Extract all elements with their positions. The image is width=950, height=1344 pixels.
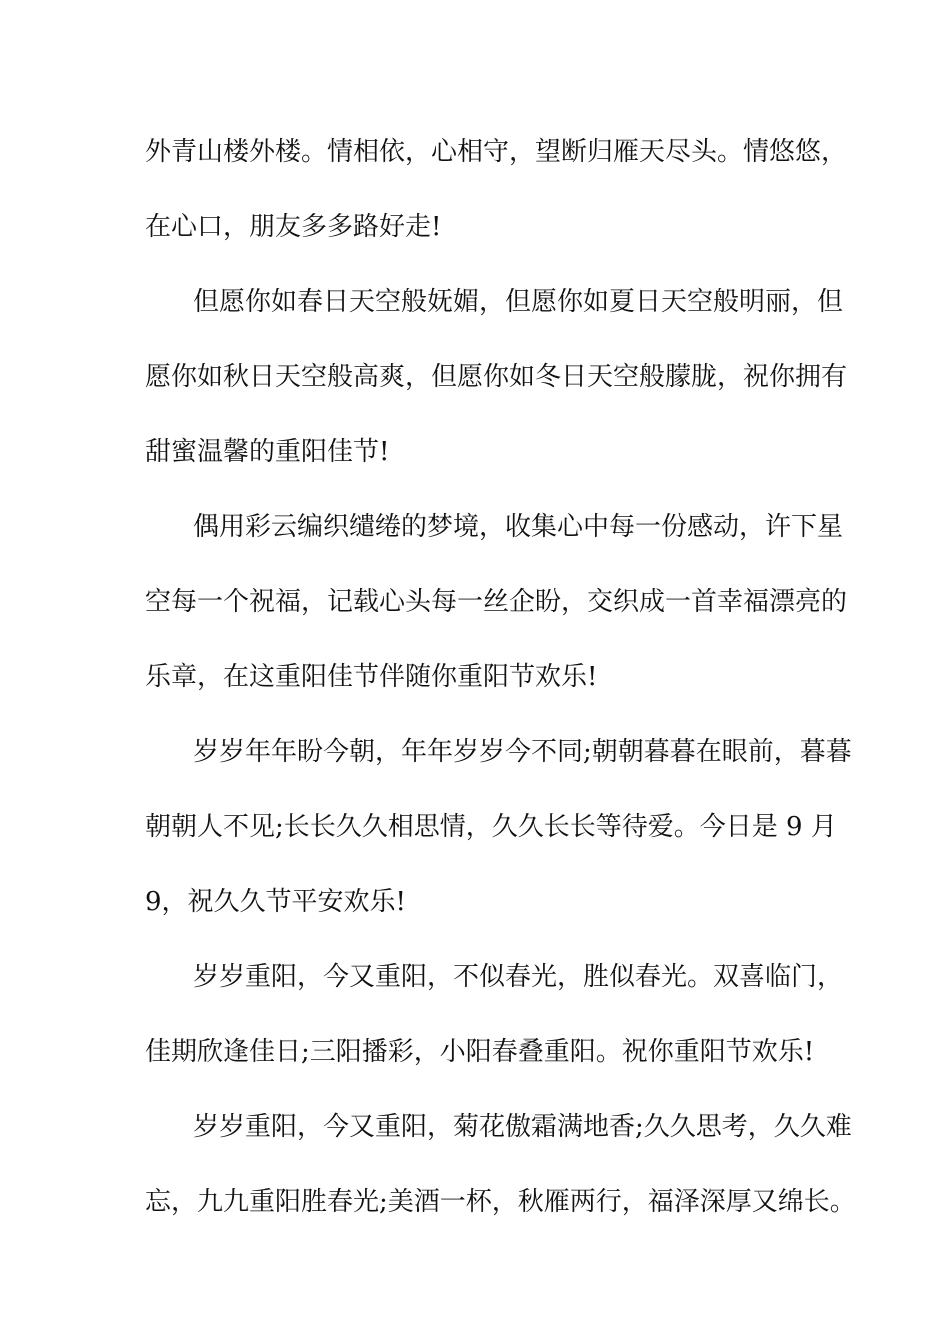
paragraph-first-line: 岁岁年年盼今朝，年年岁岁今不同;朝朝暮暮在眼前，暮暮 xyxy=(193,737,852,767)
text-line: 愿你如秋日天空般高爽，但愿你如冬日天空般朦胧，祝你拥有 xyxy=(145,362,848,392)
text-line: 9，祝久久节平安欢乐! xyxy=(145,887,406,917)
paragraph-first-line: 但愿你如春日天空般妩媚，但愿你如夏日天空般明丽，但 xyxy=(193,287,844,317)
text-line: 在心口，朋友多多路好走! xyxy=(145,212,442,242)
text-line: 佳期欣逢佳日;三阳播彩，小阳春叠重阳。祝你重阳节欢乐! xyxy=(145,1037,815,1067)
text-line: 朝朝人不见;长长久久相思情，久久长长等待爱。今日是 9 月 xyxy=(145,812,837,842)
text-line: 甜蜜温馨的重阳佳节! xyxy=(145,437,390,467)
text-line: 忘，九九重阳胜春光;美酒一杯，秋雁两行，福泽深厚又绵长。 xyxy=(145,1187,856,1217)
paragraph-first-line: 岁岁重阳，今又重阳，不似春光，胜似春光。双喜临门， xyxy=(193,962,844,992)
text-line: 空每一个祝福，记载心头每一丝企盼，交织成一首幸福漂亮的 xyxy=(145,587,848,617)
paragraph-first-line: 偶用彩云编织缱绻的梦境，收集心中每一份感动，许下星 xyxy=(193,512,844,542)
text-line: 外青山楼外楼。情相依，心相守，望断归雁天尽头。情悠悠， xyxy=(145,137,848,167)
paragraph-first-line: 岁岁重阳，今又重阳，菊花傲霜满地香;久久思考，久久难 xyxy=(193,1112,852,1142)
text-line: 乐章，在这重阳佳节伴随你重阳节欢乐! xyxy=(145,662,598,692)
